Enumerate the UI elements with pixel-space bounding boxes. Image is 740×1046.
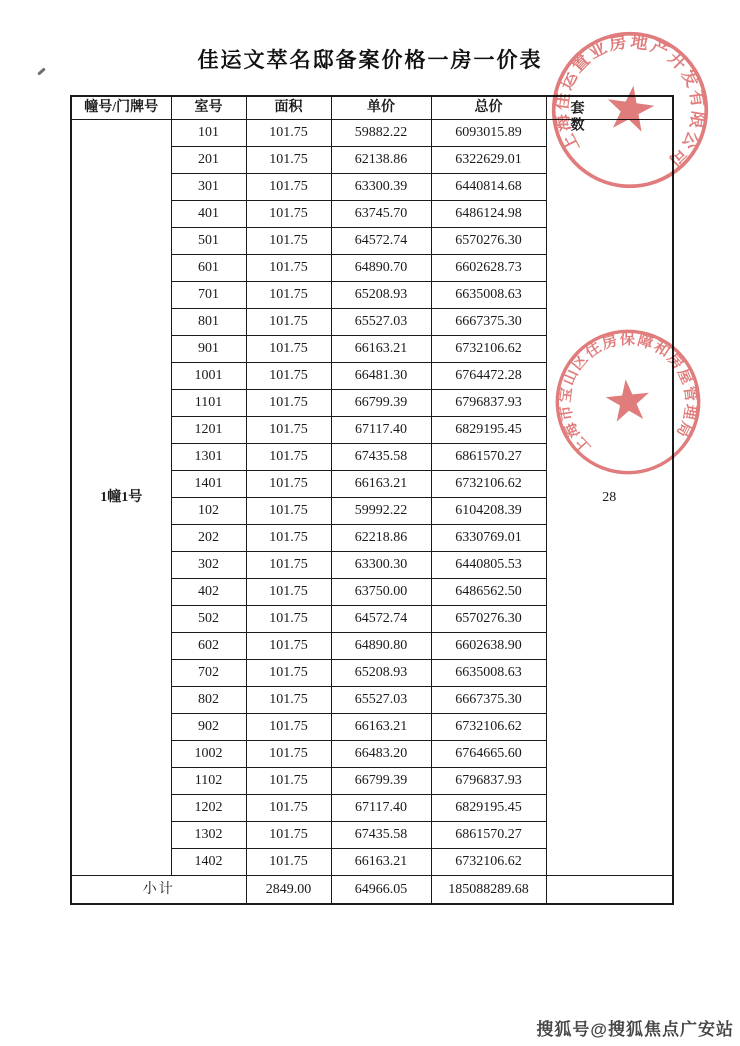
header-area: 面积	[246, 96, 331, 120]
area-cell: 101.75	[246, 147, 331, 174]
total-price-cell: 6635008.63	[431, 660, 546, 687]
room-no-cell: 701	[171, 282, 246, 309]
unit-price-cell: 65208.93	[331, 282, 431, 309]
total-price-cell: 6796837.93	[431, 390, 546, 417]
unit-price-cell: 66483.20	[331, 741, 431, 768]
total-price-cell: 6322629.01	[431, 147, 546, 174]
unit-price-cell: 63745.70	[331, 201, 431, 228]
room-no-cell: 802	[171, 687, 246, 714]
unit-price-cell: 62218.86	[331, 525, 431, 552]
unit-price-cell: 64572.74	[331, 228, 431, 255]
room-no-cell: 602	[171, 633, 246, 660]
total-price-cell: 6861570.27	[431, 444, 546, 471]
total-price-cell: 6093015.89	[431, 120, 546, 147]
room-no-cell: 501	[171, 228, 246, 255]
building-cell: 1幢1号	[71, 120, 171, 876]
seal-arc-text: 上海市宝山区住房保障和房屋管理局	[556, 331, 700, 457]
area-cell: 101.75	[246, 606, 331, 633]
room-no-cell: 201	[171, 147, 246, 174]
unit-price-cell: 67435.58	[331, 822, 431, 849]
area-cell: 101.75	[246, 633, 331, 660]
room-no-cell: 102	[171, 498, 246, 525]
area-cell: 101.75	[246, 174, 331, 201]
subtotal-row	[71, 876, 673, 905]
room-no-cell: 1301	[171, 444, 246, 471]
price-table	[70, 95, 674, 905]
table-body	[71, 120, 673, 876]
unit-price-cell: 66163.21	[331, 849, 431, 876]
header-unit-price: 单价	[331, 96, 431, 120]
area-cell: 101.75	[246, 525, 331, 552]
total-price-cell: 6829195.45	[431, 795, 546, 822]
room-no-cell: 1101	[171, 390, 246, 417]
total-price-cell: 6732106.62	[431, 714, 546, 741]
total-price-cell: 6486124.98	[431, 201, 546, 228]
area-cell: 101.75	[246, 444, 331, 471]
total-price-cell: 6486562.50	[431, 579, 546, 606]
unit-price-cell: 66799.39	[331, 768, 431, 795]
total-price-cell: 6330769.01	[431, 525, 546, 552]
total-price-cell: 6602628.73	[431, 255, 546, 282]
area-cell: 101.75	[246, 282, 331, 309]
room-no-cell: 202	[171, 525, 246, 552]
total-price-cell: 6732106.62	[431, 849, 546, 876]
unit-price-cell: 66163.21	[331, 714, 431, 741]
unit-price-cell: 65527.03	[331, 687, 431, 714]
area-cell: 101.75	[246, 471, 331, 498]
area-cell: 101.75	[246, 120, 331, 147]
area-cell: 101.75	[246, 660, 331, 687]
unit-price-cell: 64890.70	[331, 255, 431, 282]
subtotal-total-price-cell: 185088289.68	[431, 876, 546, 905]
room-no-cell: 101	[171, 120, 246, 147]
seal-arc-text: 上海佳运置业房地产开发有限公司	[552, 32, 708, 173]
area-cell: 101.75	[246, 849, 331, 876]
header-building-no: 幢号/门牌号	[71, 96, 171, 120]
area-cell: 101.75	[246, 309, 331, 336]
unit-price-cell: 63300.30	[331, 552, 431, 579]
subtotal-label-cell: 小计	[71, 876, 246, 905]
unit-price-cell: 65527.03	[331, 309, 431, 336]
room-no-cell: 1402	[171, 849, 246, 876]
total-price-cell: 6440814.68	[431, 174, 546, 201]
room-no-cell: 1202	[171, 795, 246, 822]
room-no-cell: 601	[171, 255, 246, 282]
unit-price-cell: 64890.80	[331, 633, 431, 660]
room-no-cell: 1302	[171, 822, 246, 849]
room-no-cell: 901	[171, 336, 246, 363]
total-price-cell: 6440805.53	[431, 552, 546, 579]
total-price-cell: 6732106.62	[431, 336, 546, 363]
area-cell: 101.75	[246, 768, 331, 795]
total-price-cell: 6829195.45	[431, 417, 546, 444]
unit-price-cell: 63300.39	[331, 174, 431, 201]
unit-price-cell: 59992.22	[331, 498, 431, 525]
room-no-cell: 1401	[171, 471, 246, 498]
total-price-cell: 6764472.28	[431, 363, 546, 390]
page-title: 佳运文萃名邸备案价格一房一价表	[197, 48, 543, 72]
total-price-cell: 6104208.39	[431, 498, 546, 525]
room-no-cell: 1001	[171, 363, 246, 390]
room-no-cell: 402	[171, 579, 246, 606]
area-cell: 101.75	[246, 552, 331, 579]
room-no-cell: 902	[171, 714, 246, 741]
header-row	[71, 96, 673, 120]
area-cell: 101.75	[246, 687, 331, 714]
total-price-cell: 6570276.30	[431, 228, 546, 255]
room-no-cell: 401	[171, 201, 246, 228]
area-cell: 101.75	[246, 201, 331, 228]
total-price-cell: 6602638.90	[431, 633, 546, 660]
header-unit-count	[546, 96, 673, 134]
unit-price-cell: 65208.93	[331, 660, 431, 687]
header-total-price: 总价	[431, 96, 546, 120]
area-cell: 101.75	[246, 741, 331, 768]
area-cell: 101.75	[246, 255, 331, 282]
total-price-cell: 6796837.93	[431, 768, 546, 795]
unit-count-cell: 28	[546, 120, 673, 876]
area-cell: 101.75	[246, 417, 331, 444]
area-cell: 101.75	[246, 579, 331, 606]
unit-price-cell: 67435.58	[331, 444, 431, 471]
unit-price-cell: 63750.00	[331, 579, 431, 606]
unit-price-cell: 67117.40	[331, 795, 431, 822]
header-room-no: 室号	[171, 96, 246, 120]
room-no-cell: 702	[171, 660, 246, 687]
total-price-cell: 6861570.27	[431, 822, 546, 849]
table-footer	[71, 876, 673, 905]
unit-price-cell: 66163.21	[331, 336, 431, 363]
area-cell: 101.75	[246, 390, 331, 417]
room-no-cell: 1102	[171, 768, 246, 795]
area-cell: 101.75	[246, 795, 331, 822]
unit-price-cell: 64572.74	[331, 606, 431, 633]
total-price-cell: 6635008.63	[431, 282, 546, 309]
room-no-cell: 801	[171, 309, 246, 336]
total-price-cell: 6667375.30	[431, 687, 546, 714]
area-cell: 101.75	[246, 498, 331, 525]
total-price-cell: 6732106.62	[431, 471, 546, 498]
area-cell: 101.75	[246, 822, 331, 849]
subtotal-unit-price-cell: 64966.05	[331, 876, 431, 905]
total-price-cell: 6570276.30	[431, 606, 546, 633]
total-price-cell: 6667375.30	[431, 309, 546, 336]
area-cell: 101.75	[246, 336, 331, 363]
room-no-cell: 1201	[171, 417, 246, 444]
unit-price-cell: 59882.22	[331, 120, 431, 147]
subtotal-count-cell	[546, 876, 673, 905]
room-no-cell: 302	[171, 552, 246, 579]
unit-price-cell: 66799.39	[331, 390, 431, 417]
room-no-cell: 301	[171, 174, 246, 201]
watermark-text: 搜狐号@搜狐焦点广安站	[536, 1020, 734, 1039]
room-no-cell: 502	[171, 606, 246, 633]
subtotal-area-cell: 2849.00	[246, 876, 331, 905]
unit-price-cell: 67117.40	[331, 417, 431, 444]
area-cell: 101.75	[246, 714, 331, 741]
unit-price-cell: 66481.30	[331, 363, 431, 390]
header-unit-count-label: 套数	[568, 100, 584, 134]
total-price-cell: 6764665.60	[431, 741, 546, 768]
area-cell: 101.75	[246, 228, 331, 255]
unit-price-cell: 66163.21	[331, 471, 431, 498]
unit-price-cell: 62138.86	[331, 147, 431, 174]
area-cell: 101.75	[246, 363, 331, 390]
room-no-cell: 1002	[171, 741, 246, 768]
